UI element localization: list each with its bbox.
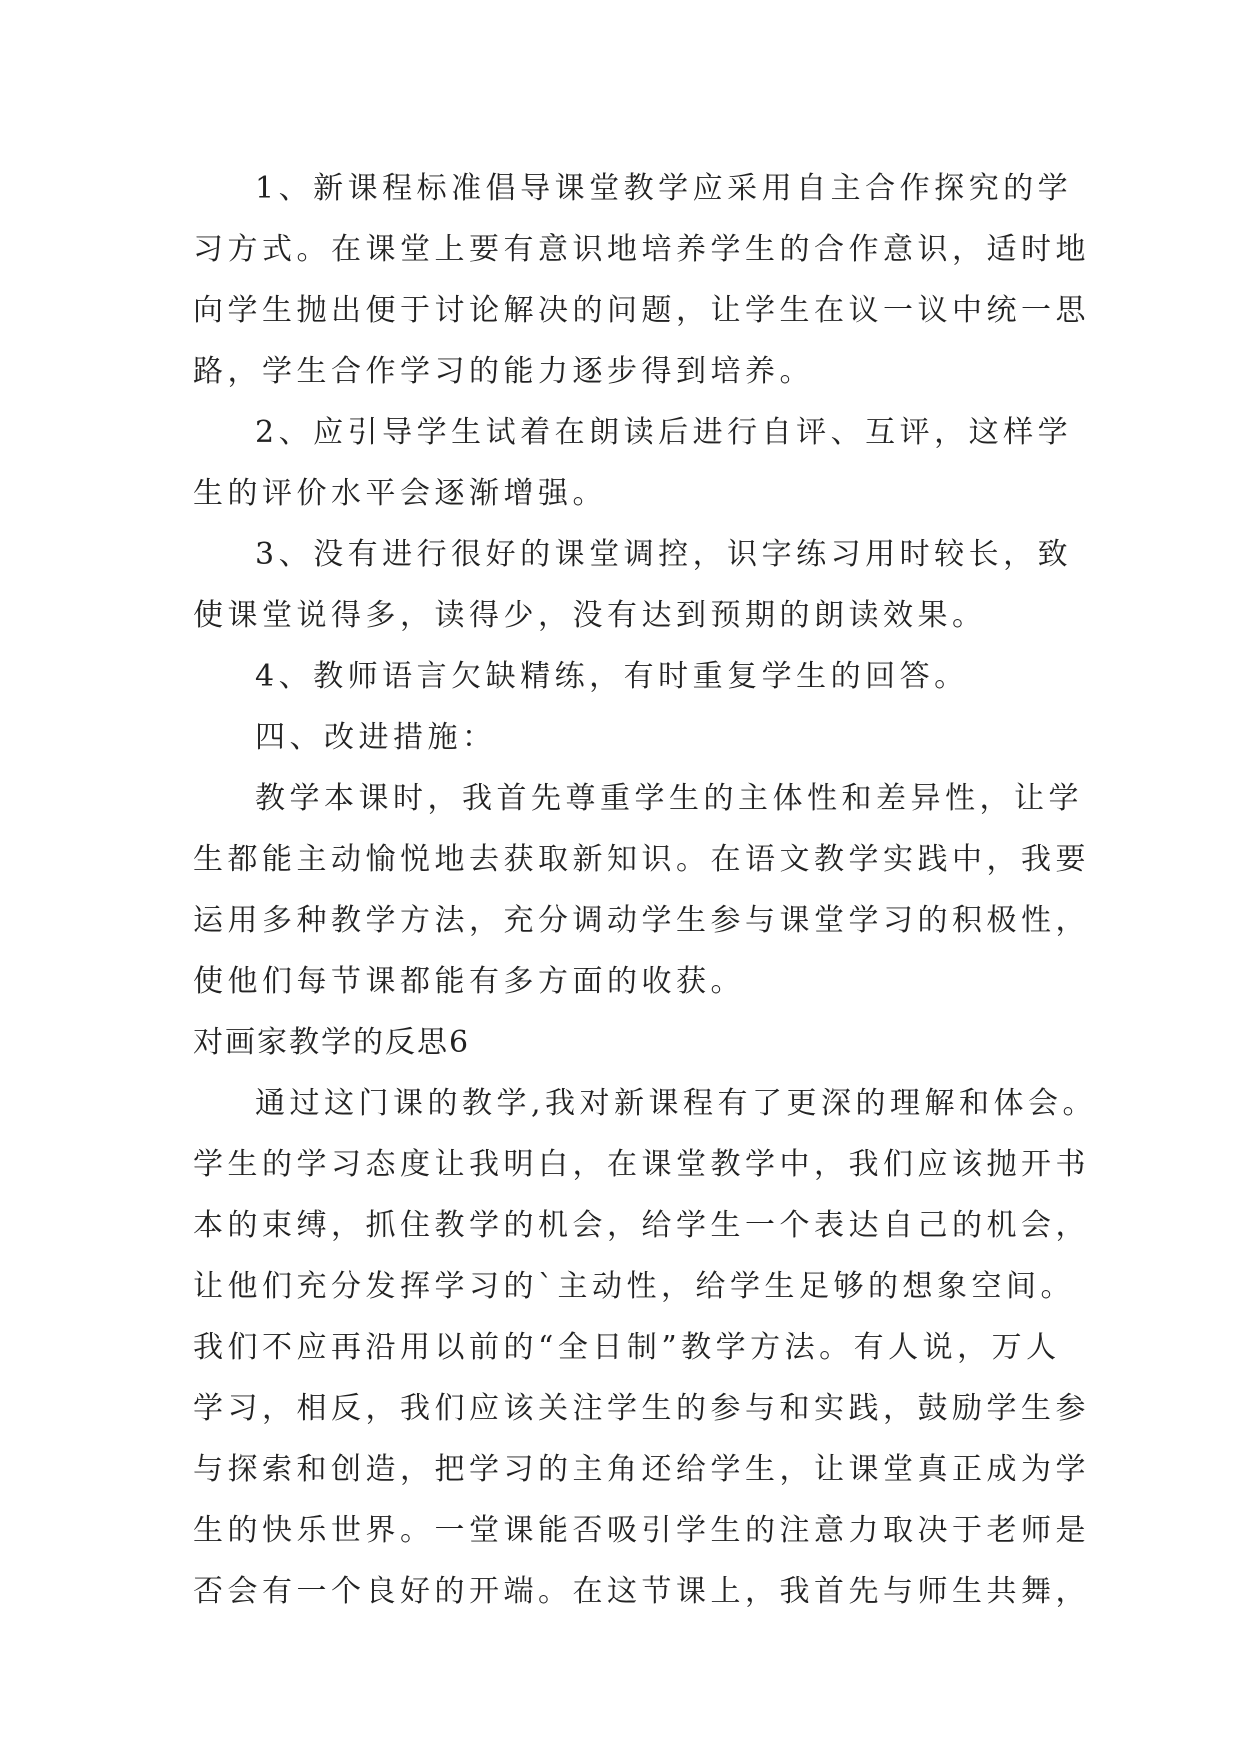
- text-line: 3、没有进行很好的课堂调控，识字练习用时较长，致: [255, 537, 1073, 572]
- text-line: 本的束缚，抓住教学的机会，给学生一个表达自己的机会，: [193, 1208, 1090, 1243]
- text-line: 通过这门课的教学,我对新课程有了更深的理解和体会。: [255, 1086, 1098, 1121]
- text-line: 1、新课程标准倡导课堂教学应采用自主合作探究的学: [255, 171, 1073, 206]
- text-line: 学习，相反，我们应该关注学生的参与和实践，鼓励学生参: [193, 1391, 1090, 1426]
- text-line: 生都能主动愉悦地去获取新知识。在语文教学实践中，我要: [193, 842, 1090, 877]
- document-body: [193, 158, 1098, 1622]
- article-title: 对画家教学的反思6: [193, 1025, 471, 1060]
- text-line: 2、应引导学生试着在朗读后进行自评、互评，这样学: [255, 415, 1073, 450]
- text-line: 我们不应再沿用以前的“全日制”教学方法。有人说，万人: [193, 1330, 1061, 1365]
- text-line: 向学生抛出便于讨论解决的问题，让学生在议一议中统一思: [193, 293, 1090, 328]
- text-line: 4、教师语言欠缺精练，有时重复学生的回答。: [255, 659, 969, 694]
- text-line: 生的快乐世界。一堂课能否吸引学生的注意力取决于老师是: [193, 1513, 1090, 1548]
- text-line: 使课堂说得多，读得少，没有达到预期的朗读效果。: [193, 598, 987, 633]
- text-line: 习方式。在课堂上要有意识地培养学生的合作意识，适时地: [193, 232, 1090, 267]
- text-line: 学生的学习态度让我明白，在课堂教学中，我们应该抛开书: [193, 1147, 1090, 1182]
- text-line: 与探索和创造，把学习的主角还给学生，让课堂真正成为学: [193, 1452, 1090, 1487]
- section-heading: 四、改进措施：: [255, 720, 497, 755]
- text-line: 让他们充分发挥学习的`主动性，给学生足够的想象空间。: [193, 1269, 1075, 1304]
- text-line: 否会有一个良好的开端。在这节课上，我首先与师生共舞，: [193, 1574, 1090, 1609]
- text-line: 教学本课时，我首先尊重学生的主体性和差异性，让学: [255, 781, 1083, 816]
- text-line: 生的评价水平会逐渐增强。: [193, 476, 607, 511]
- text-line: 路，学生合作学习的能力逐步得到培养。: [193, 354, 814, 389]
- text-line: 运用多种教学方法，充分调动学生参与课堂学习的积极性，: [193, 903, 1090, 938]
- text-line: 使他们每节课都能有多方面的收获。: [193, 964, 745, 999]
